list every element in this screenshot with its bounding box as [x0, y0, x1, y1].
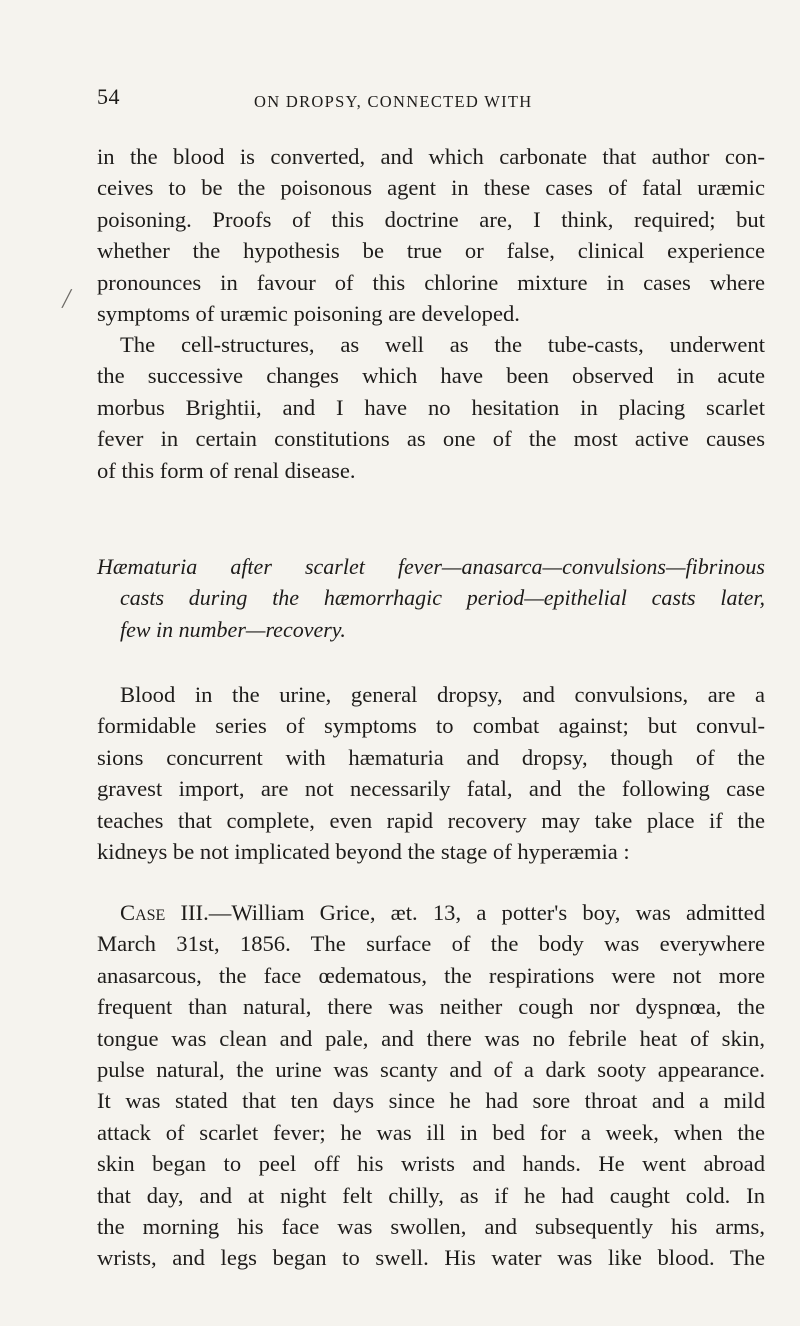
text-line: sions concurrent with hæmaturia and dropsy, though of the — [97, 744, 765, 770]
paragraph — [97, 679, 765, 867]
case-first-line — [97, 897, 765, 928]
case-label: Case — [120, 900, 166, 925]
case-first-line-text: III.—William Grice, æt. 13, a potter's boy, was admitted — [165, 900, 765, 925]
page-number: 54 — [97, 84, 120, 109]
text-line: that day, and at night felt chilly, as if he had caught cold. In — [97, 1182, 765, 1208]
running-head: ON DROPSY, CONNECTED WITH — [254, 92, 533, 111]
text-line: attack of scarlet fever; he was ill in bed for a week, when the — [97, 1119, 765, 1145]
paragraph — [97, 329, 765, 486]
text-line: symptoms of uræmic poisoning are developed. — [97, 300, 520, 326]
text-line: skin began to peel off his wrists and hands. He went abroad — [97, 1151, 765, 1177]
text-line: morbus Brightii, and I have no hesitation in placing scarlet — [97, 394, 765, 420]
text-line: formidable series of symptoms to combat against; but convul- — [97, 713, 765, 739]
heading-line: few in number—recovery. — [120, 616, 346, 642]
text-line: pulse natural, the urine was scanty and of a dark sooty appearance. — [97, 1056, 765, 1082]
case-report — [97, 897, 765, 1274]
text-line: gravest import, are not necessarily fatal, and the following case — [97, 776, 765, 802]
text-line: the morning his face was swollen, and subsequently his arms, — [97, 1213, 765, 1239]
text-line: Blood in the urine, general dropsy, and convulsions, are a — [120, 682, 765, 707]
text-line: tongue was clean and pale, and there was no febrile heat of skin, — [97, 1025, 765, 1051]
text-line: poisoning. Proofs of this doctrine are, I think, required; but — [97, 206, 765, 232]
text-line: fever in certain constitutions as one of the most active causes — [97, 426, 765, 452]
heading-line: casts during the hæmorrhagic period—epithelial casts later, — [120, 585, 765, 611]
text-line: wrists, and legs began to swell. His water was like blood. The — [97, 1245, 765, 1271]
section-heading — [97, 551, 765, 645]
text-line: anasarcous, the face œdematous, the respirations were not more — [97, 962, 765, 988]
text-line: The cell-structures, as well as the tube-casts, underwent — [120, 332, 765, 357]
paragraph-continued — [97, 141, 765, 329]
text-line: It was stated that ten days since he had sore throat and a mild — [97, 1088, 765, 1114]
text-line: in the blood is converted, and which carbonate that author con- — [97, 144, 765, 169]
text-line: ceives to be the poisonous agent in these cases of fatal uræmic — [97, 175, 765, 201]
text-line: whether the hypothesis be true or false, clinical experience — [97, 238, 765, 264]
text-line: the successive changes which have been observed in acute — [97, 363, 765, 389]
text-line: frequent than natural, there was neither cough nor dyspnœa, the — [97, 994, 765, 1020]
text-line: March 31st, 1856. The surface of the body was everywhere — [97, 931, 765, 957]
heading-line: Hæmaturia after scarlet fever—anasarca—convulsions—fibrinous — [97, 554, 765, 579]
text-line: of this form of renal disease. — [97, 457, 356, 483]
stray-mark: ╱ — [62, 291, 72, 308]
text-line: teaches that complete, even rapid recovery may take place if the — [97, 807, 765, 833]
text-line: kidneys be not implicated beyond the stage of hyperæmia : — [97, 838, 630, 864]
text-line: pronounces in favour of this chlorine mixture in cases where — [97, 269, 765, 295]
